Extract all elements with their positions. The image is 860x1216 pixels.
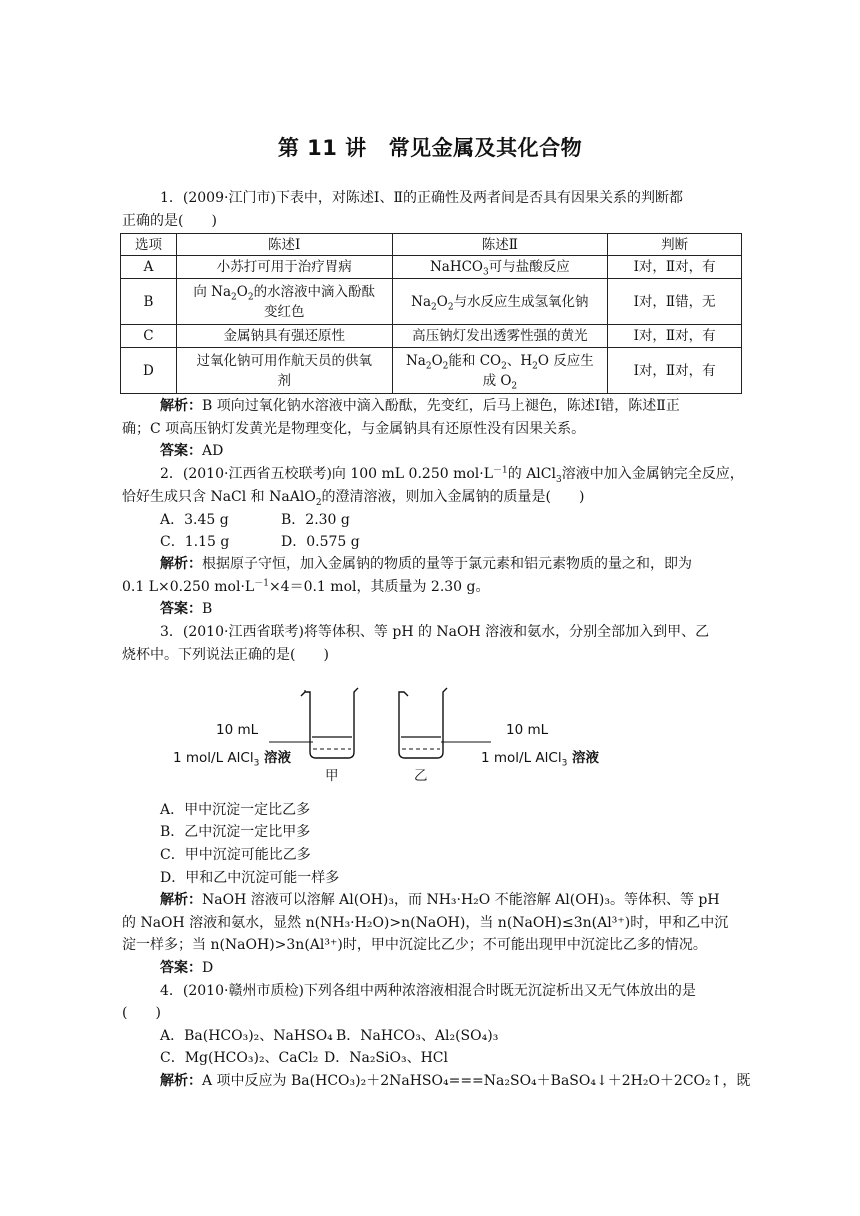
- beaker-figure: [165, 686, 625, 786]
- q3-answer: [160, 957, 740, 979]
- cell-text: 能和 CO: [448, 352, 502, 369]
- table-header: 判断: [608, 234, 742, 256]
- answer-value: B: [202, 601, 213, 617]
- title-topic: 常见金属及其化合物: [388, 136, 583, 160]
- q4-option-a: A．Ba(HCO₃)₂、NaHSO₄: [160, 1028, 333, 1044]
- subscript: 3: [253, 758, 260, 769]
- subscript: 3: [483, 267, 489, 278]
- q3-option-c: C．甲中沉淀可能比乙多: [160, 847, 311, 863]
- analysis-text: 根据原子守恒，加入金属钠的物质的量等于氯元素和铝元素物质的量之和，即为: [202, 556, 692, 572]
- stem-text: 溶液中加入金属钠完全反应，: [561, 466, 744, 482]
- q4-analysis-line1: [160, 1070, 751, 1092]
- q1-stem-line1: 1．(2009·江门市)下表中，对陈述Ⅰ、Ⅱ的正确性及两者间是否具有因果关系的判断都: [160, 190, 683, 206]
- page-title: [0, 132, 860, 162]
- table-cell: D: [121, 348, 177, 394]
- q3-option-b: B．乙中沉淀一定比甲多: [160, 824, 311, 840]
- cell-text: 、H: [506, 352, 533, 369]
- answer-label: 答案：: [160, 443, 202, 459]
- table-cell: B: [121, 279, 177, 325]
- table-header: 选项: [121, 234, 177, 256]
- q3-analysis-line1: [160, 889, 740, 911]
- table-cell: A: [121, 256, 177, 279]
- subscript: 2: [247, 292, 254, 303]
- stem-text: 的 AlCl: [507, 466, 556, 482]
- analysis-text: B 项向过氧化钠水溶液中滴入酚酞，先变红，后马上褪色，陈述Ⅰ错，陈述Ⅱ正: [202, 398, 680, 414]
- answer-value: D: [202, 960, 214, 976]
- q1-table: [120, 233, 742, 394]
- subscript: 2: [442, 361, 449, 372]
- table-row: [121, 348, 742, 394]
- subscript: 2: [231, 292, 237, 303]
- table-row: [121, 256, 742, 279]
- table-row: [121, 279, 742, 325]
- cell-text: 变红色: [263, 303, 305, 320]
- cell-text: O: [431, 352, 443, 369]
- table-cell: [392, 348, 608, 394]
- label-text: 1 mol/L AlCl: [481, 750, 562, 766]
- cell-text: O: [436, 293, 448, 310]
- analysis-text: ×4＝0.1 mol，其质量为 2.30 g。: [268, 579, 490, 595]
- subscript: 2: [315, 497, 322, 508]
- left-volume-label: 10 mL: [216, 722, 259, 738]
- q4-option-c: C．Mg(HCO₃)₂、CaCl₂: [160, 1050, 319, 1066]
- subscript: 3: [555, 474, 562, 485]
- stem-text: 的澄清溶液，则加入金属钠的质量是( ): [321, 489, 585, 505]
- table-cell: C: [121, 325, 177, 348]
- q4-option-d: D．Na₂SiO₃、HCl: [324, 1050, 448, 1066]
- cell-text: Na: [411, 293, 432, 310]
- cell-text: NaHCO: [429, 259, 483, 275]
- analysis-label: 解析：: [160, 1073, 202, 1089]
- q1-analysis-line2: 确；C 项高压钠灯发黄光是物理变化，与金属钠具有还原性没有因果关系。: [122, 421, 586, 437]
- cell-text: 成 O: [482, 372, 512, 389]
- table-cell: Ⅰ对，Ⅱ对，有: [608, 325, 742, 348]
- q3-stem-line1: 3．(2010·江西省联考)将等体积、等 pH 的 NaOH 溶液和氨水，分别全部加入到甲、乙: [160, 624, 710, 640]
- cell-text: 与水反应生成氢氧化钠: [453, 293, 589, 310]
- q3-option-d: D．甲和乙中沉淀可能一样多: [160, 870, 340, 886]
- q1-answer: [160, 440, 740, 462]
- superscript: －1: [493, 465, 508, 476]
- beaker-yi: [399, 688, 447, 758]
- table-header-row: [121, 234, 742, 256]
- table-header: 陈述Ⅱ: [392, 234, 608, 256]
- q2-analysis-line2: [122, 576, 742, 598]
- analysis-text: A 项中反应为 Ba(HCO₃)₂＋2NaHSO₄===Na₂SO₄＋BaSO₄↓＋2H₂O＋2CO₂↑，既: [202, 1073, 751, 1089]
- label-text: 溶液: [567, 750, 600, 766]
- q4-option-b: B．NaHCO₃、Al₂(SO₄)₃: [336, 1028, 499, 1044]
- q1-analysis-line1: [160, 395, 740, 417]
- cell-text: O 反应生: [537, 352, 594, 369]
- cell-text: 向 Na: [193, 283, 232, 300]
- subscript: 2: [431, 302, 437, 313]
- table-cell: Ⅰ对，Ⅱ对，有: [608, 348, 742, 394]
- answer-label: 答案：: [160, 960, 202, 976]
- q2-stem-line2: [122, 486, 742, 508]
- q3-option-a: A．甲中沉淀一定比乙多: [160, 802, 311, 818]
- q2-option-b: B．2.30 g: [281, 512, 350, 528]
- right-volume-label: 10 mL: [506, 722, 549, 738]
- beaker-yi-label: 乙: [414, 768, 428, 784]
- analysis-label: 解析：: [160, 892, 202, 908]
- beaker-jia-label: 甲: [325, 768, 339, 784]
- analysis-text: 0.1 L×0.250 mol·L: [122, 579, 255, 595]
- table-cell: 高压钠灯发出透雾性强的黄光: [392, 325, 608, 348]
- subscript: 2: [501, 361, 507, 372]
- left-solution-label: [173, 746, 292, 769]
- table-cell: Ⅰ对，Ⅱ对，有: [608, 256, 742, 279]
- table-cell: [176, 279, 392, 325]
- right-solution-label: [481, 746, 600, 769]
- subscript: 2: [425, 361, 432, 372]
- q4-stem-line1: 4．(2010·赣州市质检)下列各组中两种浓溶液相混合时既无沉淀析出又无气体放出的是: [160, 983, 696, 999]
- stem-text: 恰好生成只含 NaCl 和 NaAlO: [122, 489, 316, 505]
- q4-stem-line2: ( ): [122, 1005, 161, 1021]
- analysis-label: 解析：: [160, 556, 202, 572]
- answer-value: AD: [202, 443, 224, 459]
- q2-answer: [160, 598, 740, 620]
- analysis-label: 解析：: [160, 398, 202, 414]
- subscript: 2: [511, 381, 518, 392]
- q2-option-d: D．0.575 g: [281, 534, 360, 550]
- table-header: 陈述Ⅰ: [176, 234, 392, 256]
- subscript: 2: [532, 361, 538, 372]
- table-cell: 金属钠具有强还原性: [176, 325, 392, 348]
- q3-analysis-line2: 的 NaOH 溶液和氨水，显然 n(NH₃·H₂O)>n(NaOH)，当 n(NaOH)≤3n(Al³⁺)时，甲和乙中沉: [122, 915, 729, 931]
- subscript: 3: [561, 758, 568, 769]
- q2-stem-line1: [160, 463, 744, 485]
- q3-stem-line2: 烧杯中。下列说法正确的是( ): [122, 647, 329, 663]
- q2-option-a: A．3.45 g: [160, 512, 229, 528]
- table-cell: 小苏打可用于治疗胃病: [176, 256, 392, 279]
- table-cell: [392, 279, 608, 325]
- superscript: －1: [254, 578, 269, 589]
- label-text: 1 mol/L AlCl: [173, 750, 254, 766]
- stem-text: 2．(2010·江西省五校联考)向 100 mL 0.250 mol·L: [160, 466, 494, 482]
- beaker-jia: [301, 688, 358, 758]
- table-cell: [392, 256, 608, 279]
- table-cell: Ⅰ对，Ⅱ错，无: [608, 279, 742, 325]
- q2-analysis-line1: [160, 553, 740, 575]
- subscript: 2: [447, 302, 454, 313]
- cell-text: 的水溶液中滴入酚酞: [253, 283, 376, 300]
- cell-text: 过氧化钠可用作航天员的供氧: [196, 352, 372, 369]
- q3-analysis-line3: 淀一样多；当 n(NaOH)>3n(Al³⁺)时，甲中沉淀比乙少；不可能出现甲中沉淀比乙多的情况。: [122, 937, 707, 953]
- cell-text: Na: [405, 352, 426, 369]
- cell-text: 剂: [277, 372, 291, 389]
- table-cell: [176, 348, 392, 394]
- table-row: [121, 325, 742, 348]
- cell-text: 可与盐酸反应: [488, 259, 570, 275]
- q1-stem-line2: 正确的是( ): [122, 213, 217, 229]
- cell-text: O: [236, 283, 248, 300]
- analysis-text: NaOH 溶液可以溶解 Al(OH)₃，而 NH₃·H₂O 不能溶解 Al(OH)₃。等体积、等 pH: [202, 892, 720, 908]
- title-lecture-number: 第 11 讲: [277, 136, 367, 160]
- answer-label: 答案：: [160, 601, 202, 617]
- q2-option-c: C．1.15 g: [160, 534, 230, 550]
- label-text: 溶液: [259, 750, 292, 766]
